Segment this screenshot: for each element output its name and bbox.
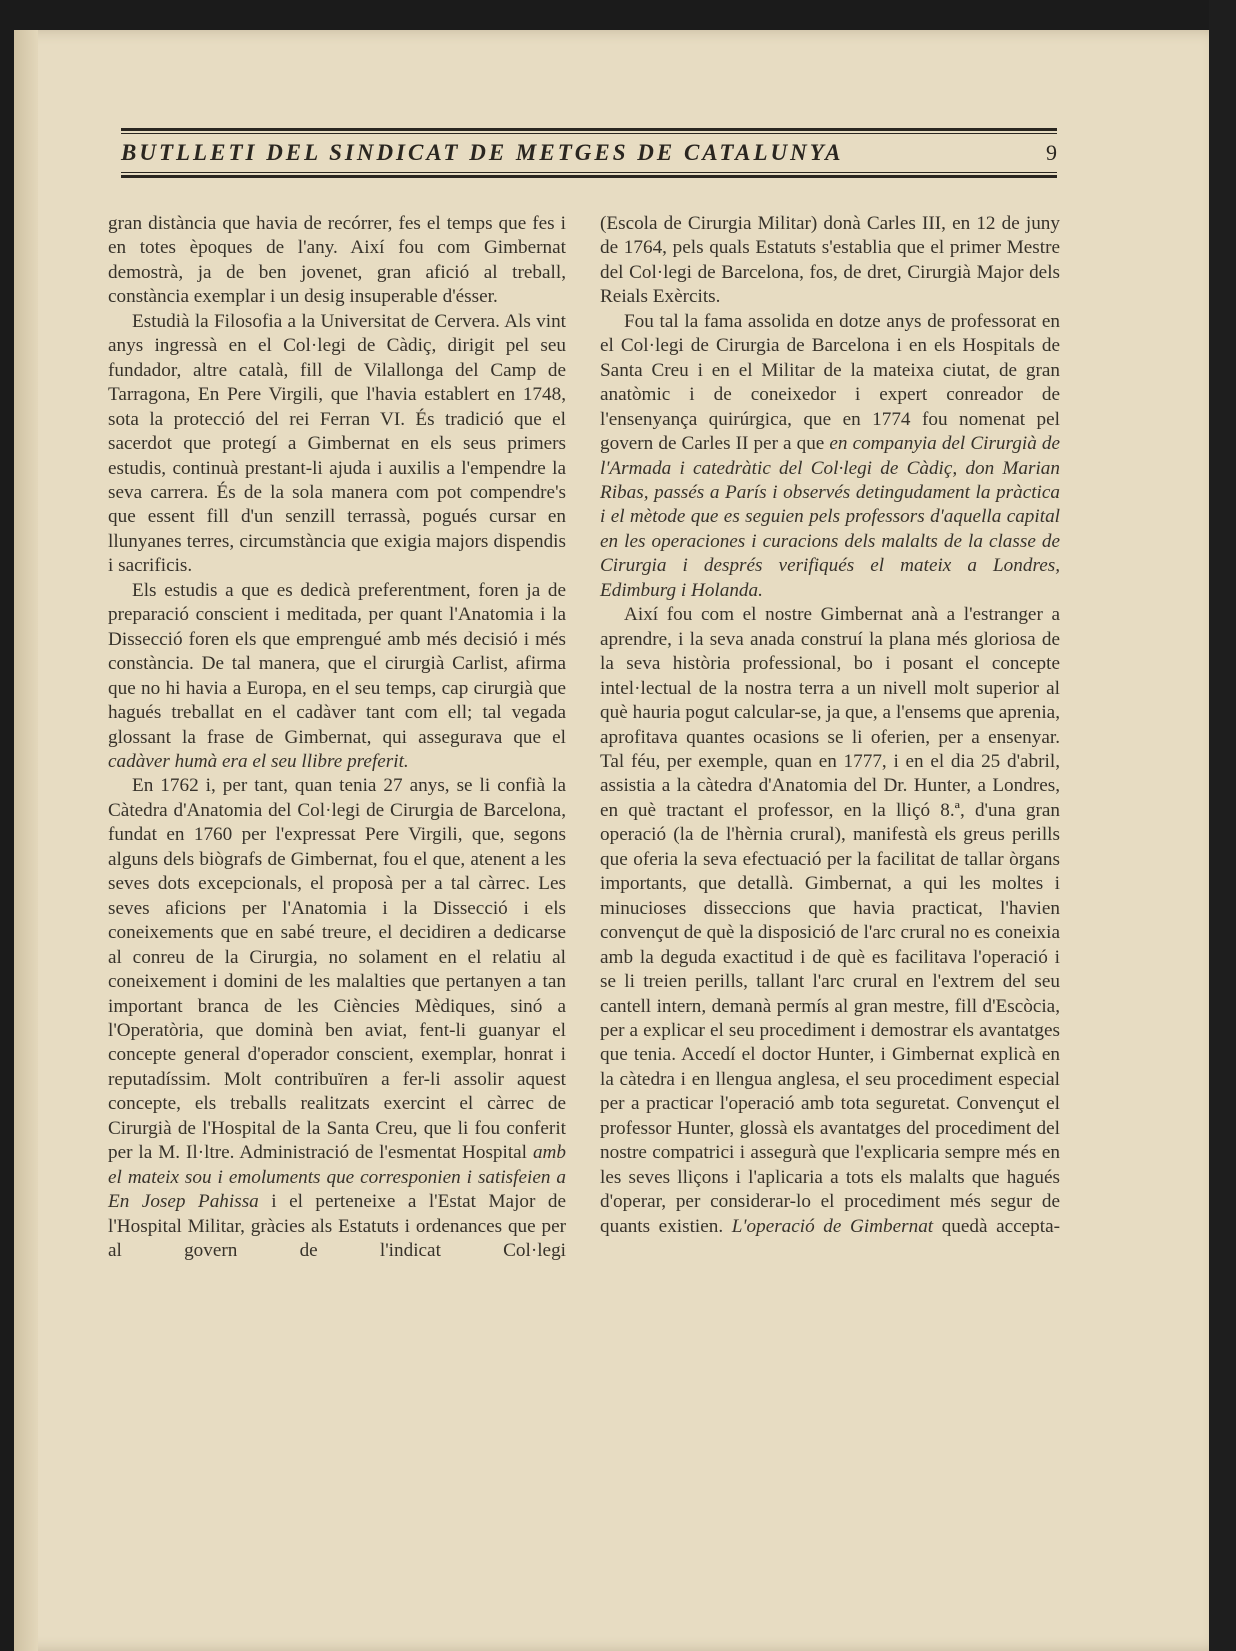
paragraph-text: En 1762 i, per tant, quan tenia 27 anys, se li confià la Càtedra d'Anatomia del Col·legi de Cirurgia de Barcelona, fundat en 1760 per l'expressat Pere Virgili, que, segons alguns dels biògrafs de Gimbernat, fou el que, atenent a les seves dots excepcionals, el proposà per a tal càrrec. Les seves aficions per l'Anatomia i la Dissecció i els coneixements que en sabé treure, el decidiren a dedicarse al conreu de la Cirurgia, no solament en el relatiu al coneixement i domini de les malalties que pertanyen a tan important branca de les Ciències Mèdiques, sinó a l'Operatòria, que dominà ben aviat, fent-li guanyar el concepte general d'operador conscient, exemplar, honrat i reputadíssim. Molt contribuïren a fer-li assolir aquest concepte, els treballs realitzats exercint el càrrec de Cirurgià de l'Hospital de la Santa Creu, que li fou conferit per la M. Il·ltre. Administració de l'esmentat Hospital bbox=[108, 775, 566, 1164]
paragraph-text: quedà accepta- bbox=[933, 1215, 1060, 1237]
paragraph bbox=[108, 774, 566, 1263]
header-top-rule bbox=[121, 128, 1057, 131]
running-header bbox=[121, 138, 1057, 168]
right-column bbox=[600, 212, 1060, 1239]
paragraph: (Escola de Cirurgia Militar) donà Carles III, en 12 de juny de 1764, pels quals Estatuts s'establia que el primer Mestre del Col·legi de Barcelona, fos, de dret, Cirurgià Major dels Reials Exèrcits. bbox=[600, 213, 1060, 308]
italic-term: L'operació de Gimbernat bbox=[731, 1215, 934, 1237]
italic-quote: en companyia del Cirurgià de l'Armada i catedràtic del Col·legi de Càdiç, don Marian Ribas, passés a París i observés detingudament la pràctica i el mètode que es seguien pels professors d'aquella capital en les operaciones i curacions dels malalts de la classe de Cirurgia i després verifiqués el mateix a Londres, Edimburg i Holanda. bbox=[600, 433, 1060, 601]
paragraph-text: i el perteneixe a l'Estat Major de l'Hospital Militar, gràcies als Estatuts i ordenances que per al govern de l'indicat Col·legi bbox=[108, 1191, 566, 1262]
paragraph-text: Els estudis a que es dedicà preferentment, foren ja de preparació conscient i meditada, per quant l'Anatomia i la Dissecció foren els que emprengué amb més decisió i més constància. De tal manera, que el cirurgià Carlist, afirma que no hi havia a Europa, en el seu temps, cap cirurgià que hagués treballat en el cadàver tant com ell; tal vegada glossant la frase de Gimbernat, qui assegurava que el bbox=[108, 579, 566, 748]
paragraph bbox=[600, 310, 1060, 603]
header-top-rule-thin bbox=[121, 133, 1057, 134]
paragraph: Estudià la Filosofia a la Universitat de Cervera. Als vint anys ingressà en el Col·legi de Càdiç, dirigit pel seu fundador, altre català, fill de Vilallonga del Camp de Tarragona, En Pere Virgili, que l'havia establert en 1748, sota la protecció del rei Ferran VI. És tradició que el sacerdot que protegí a Gimbernat en els seus primers estudis, continuà prestant-li ajuda i auxilis a l'empendre la seva carrera. És de la sola manera com pot compendre's que essent fill d'un senzill terrassà, pogués cursar en llunyanes terres, circumstància que exigia majors dispendis i sacrificis. bbox=[108, 310, 566, 577]
paragraph bbox=[600, 603, 1060, 1239]
scan-top-border bbox=[0, 0, 1236, 34]
paragraph: gran distància que havia de recórrer, fes el temps que fes i en totes èpoques de l'any. Així fou com Gimbernat demostrà, ja de ben jovenet, gran afició al treball, constància exemplar i un desig insuperable d'ésser. bbox=[108, 213, 566, 308]
page-gutter-shadow bbox=[14, 30, 38, 1651]
paragraph bbox=[108, 579, 566, 775]
header-bottom-rule bbox=[121, 175, 1057, 178]
scan-right-border bbox=[1209, 0, 1236, 1651]
paragraph-text: Així fou com el nostre Gimbernat anà a l'estranger a aprendre, i la seva anada construí la plana més gloriosa de la seva història professional, bo i posant el concepte intel·lectual de la nostra terra a un nivell molt superior al què hauria pogut calcular-se, ja que, a l'ensems que aprenia, aprofitava quantes ocasions se li oferien, per a ensenyar. Tal féu, per exemple, quan en 1777, i en el dia 25 d'abril, assistia a la càtedra d'Anatomia del Dr. Hunter, a Londres, en què tractant el professor, en la lliçó 8.ª, d'una gran operació (la de l'hèrnia crural), manifestà els greus perills que oferia la seva efectuació per la facilitat de tallar òrgans importants, que detallà. Gimbernat, a qui les moltes i minucioses disseccions que havia practicat, l'havien convençut de què la disposició de l'arc crural no es coneixia amb la deguda exactitud i de què es facilitava l'operació i se li treien perills, tallant l'arc crural en l'extrem del seu cantell intern, demanà permís al gran mestre, fill d'Escòcia, per a explicar el seu procediment i demostrar els avantatges que tenia. Accedí el doctor Hunter, i Gimbernat explicà en la càtedra i en llengua anglesa, el seu procediment especial per a practicar l'operació amb tota seguretat. Convençut el professor Hunter, glossà els avantatges del procediment del nostre compatrici i assegurà que l'explicaria sempre més en les seves lliçons i l'aplicaria a tots els malalts que hagués d'operar, per considerar-lo el procediment més segur de quants existien. bbox=[600, 604, 1060, 1237]
italic-quote: cadàver humà era el seu llibre preferit. bbox=[108, 750, 409, 772]
paragraph-text: Fou tal la fama assolida en dotze anys de professorat en el Col·legi de Cirurgia de Barcelona i en els Hospitals de Santa Creu i en el Militar de la mateixa ciutat, de gran anatòmic i de coneixedor i expert conreador de l'ensenyança quirúrgica, que en 1774 fou nomenat pel govern de Carles II per a que bbox=[600, 310, 1060, 455]
page-number: 9 bbox=[1046, 140, 1057, 165]
scan-left-border bbox=[0, 0, 14, 1651]
journal-title: BUTLLETI DEL SINDICAT DE METGES DE CATALUNYA bbox=[121, 140, 844, 165]
italic-quote: amb el mateix sou i emoluments que corresponien i satisfeien a En Josep Pahissa bbox=[108, 1142, 566, 1213]
left-column bbox=[108, 212, 566, 1263]
header-bottom-rule-thin bbox=[121, 172, 1057, 173]
